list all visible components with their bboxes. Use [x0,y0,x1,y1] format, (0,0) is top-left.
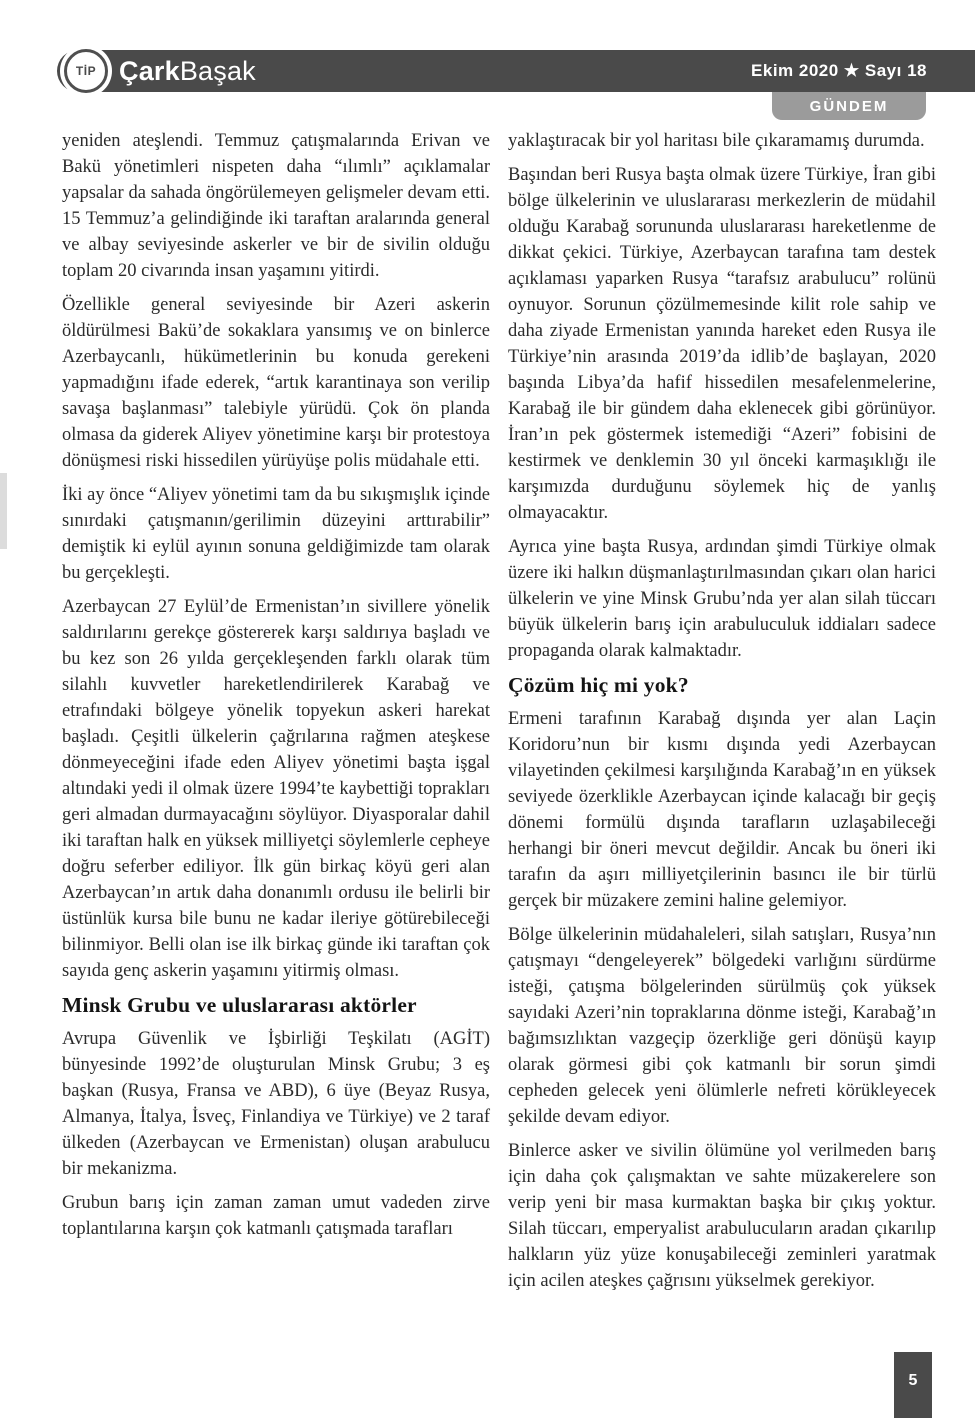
paragraph: Ermeni tarafının Karabağ dışında yer alan Laçin Koridoru’nun bir kısmı dışında yedi Azerbaycan vilayetinden çekilmesi karşılığında Karabağ’ın en yüksek seviyede özerklikle Azerbaycan içinde kalacağı bir geçiş dönemi formülü dışında tarafların uzlaşabileceği herhangi bir öneri mevcut değildir. Ancak bu öneri iki tarafın da aşırı milliyetçilerinin basıncı ile bir türlü gerçek bir müzakere zemini haline gelemiyor. [508,709,936,911]
column-right [508,128,936,1302]
section-heading-cozum: Çözüm hiç mi yok? [508,673,689,697]
page-number: 5 [908,1372,918,1389]
page-number-tab [894,1352,932,1418]
tip-logo-icon [62,47,110,95]
paragraph: Başından beri Rusya başta olmak üzere Türkiye, İran gibi bölge ülkelerinin ve uluslararası merkezlerin de müdahil olduğu Karabağ sorununda uluslararası hareketlenme de dikkat çekici. Türkiye, Azerbaycan tarafına tam destek açıklaması yaparken Rusya “tarafsız arabulucu” rolünü oynuyor. Sorunun çözülmemesinde kilit role sahip ve daha ziyade Ermenistan yanında hareket eden Rusya ile Türkiye’nin arasında 2019’da idlib’de başlayan, 2020 başında Libya’da hafif hissedilen mesafelenmelerine, Karabağ ile bir gündem daha eklenecek gibi görünüyor. İran’ın pek göstermek istemediği “Azeri” fobisini de kestirmek ve denklemin 30 yıl önceki karmaşıklığı ile karşımızda durduğunu söylemek hiç de yanlış olmayacaktır. [508,165,936,523]
paragraph: İki ay önce “Aliyev yönetimi tam da bu sıkışmışlık içinde sınırdaki çatışmanın/gerilimin düzeyini arttırabilir” demiştik ki eylül ayının sonuna geldiğimizde tam olarak bu gerçekleşti. [62,485,490,583]
left-accent-stripe [0,473,7,549]
tip-logo-text: TİP [64,49,108,93]
paragraph: Binlerce asker ve sivilin ölümüne yol verilmeden barış için daha çok çalışmaktan ve sahte müzakerelere son verip yeni bir masa kurmaktan başka bir çıkış yoktur. Silah tüccarı, emperyalist arabulucuların aradan çıkarılıp halkların yüz yüze konuşabileceği zeminleri yaratmak için acilen ateşkes çağrısını yükselmek gerekiyor. [508,1141,936,1291]
paragraph: yaklaştıracak bir yol haritası bile çıkaramamış durumda. [508,131,925,151]
paragraph: Ayrıca yine başta Rusya, ardından şimdi Türkiye olmak üzere iki halkın düşmanlaştırılmasından çıkarı olan harici ülkelerin ve yine Minsk Grubu’nda yer alan silah tüccarı büyük ülkelerin barış için arabuluculuk iddiaları sadece propaganda olarak kalmaktadır. [508,537,936,661]
brand-title [119,56,256,87]
article-body [62,128,936,1302]
brand-light: Başak [179,55,256,86]
masthead-bar [57,50,975,92]
paragraph: Avrupa Güvenlik ve İşbirliği Teşkilatı (AGİT) bünyesinde 1992’de oluşturulan Minsk Grubu; 3 eş başkan (Rusya, Fransa ve ABD), 6 üye (Beyaz Rusya, Almanya, İtalya, İsveç, Finlandiya ve Türkiye) ve 2 taraf ülkeden (Azerbaycan ve Ermenistan) oluşan arabulucu bir mekanizma. [62,1029,490,1179]
paragraph: Grubun barış için zaman zaman umut vadeden zirve toplantılarına karşın çok katmanlı çatışmada tarafları [62,1193,490,1239]
paragraph: Azerbaycan 27 Eylül’de Ermenistan’ın sivillere yönelik saldırılarını gerekçe göstererek karşı saldırıya başladı ve bu kez son 26 yılda gerçekleşenden farklı olarak tüm silahlı kuvvetler hareketlendirilerek Karabağ ve etrafındaki bölgeye yönelik topyekun askeri harekat başladı. Çeşitli ülkelerin çağrılarına rağmen ateşkese dönmeyeceğini ifade eden Aliyev yönetimi başta işgal altındaki yedi il olmak üzere 1994’te kaybettiği toprakları geri almadan durmayacağını söylüyor. Diyasporalar dahil iki taraftan halk en yüksek milliyetçi söylemlerle cepheye doğru seferber ediliyor. İlk gün birkaç köyü geri alan Azerbaycan’ın artık daha donanımlı ordusu ile belirli bir üstünlük kursa bile bunu ne kadar ileriye götürebileceği bilinmiyor. Belli olan ise ilk birkaç günde iki taraftan çok sayıda genç askerin yaşamını yitirmiş olması. [62,597,490,981]
section-heading-minsk: Minsk Grubu ve uluslararası aktörler [62,993,417,1017]
paragraph: yeniden ateşlendi. Temmuz çatışmalarında Erivan ve Bakü yönetimleri nispeten daha “ılımlı” açıklamalar yapsalar da sahada öngörülemeyen gelişmeler devam etti. 15 Temmuz’a gelindiğinde iki taraftan aralarında general ve albay seviyesinde askerler ve bir de sivilin olduğu toplam 20 civarında insan yaşamını yitirdi. [62,131,490,281]
issue-info: Ekim 2020 ★ Sayı 18 [751,61,927,80]
paragraph: Özellikle general seviyesinde bir Azeri askerin öldürülmesi Bakü’de sokaklara yansımış ve on binlerce Azerbaycanlı, hükümetlerinin bu konuda gerekeni yapmadığını ifade ederek, “artık karantinaya son verilip savaşa başlanması” talebiyle yürüdü. Çok ön planda olmasa da giderek Aliyev yönetimine karşı bir protestoya dönüşmesi riski hissedilen yürüyüşe polis müdahale etti. [62,295,490,471]
column-left [62,128,490,1302]
paragraph: Bölge ülkelerinin müdahaleleri, silah satışları, Rusya’nın çatışmayı “dengeleyerek” bölgedeki varlığını sürdürme isteği, çatışma bölgelerinden sürülmüş çok yüksek sayıdaki Azeri’nin topraklarına dönme isteği, Karabağ’ın bağımsızlıktan vazgeçip özerkliğe geri dönüşü kayıp olarak görmesi gibi çok katmanlı bir sorun şimdi cepheden gelecek yeni ölümlerle nefreti körükleyecek şekilde devam ediyor. [508,925,936,1127]
section-badge: GÜNDEM [772,92,926,120]
brand-bold: Çark [119,55,180,86]
